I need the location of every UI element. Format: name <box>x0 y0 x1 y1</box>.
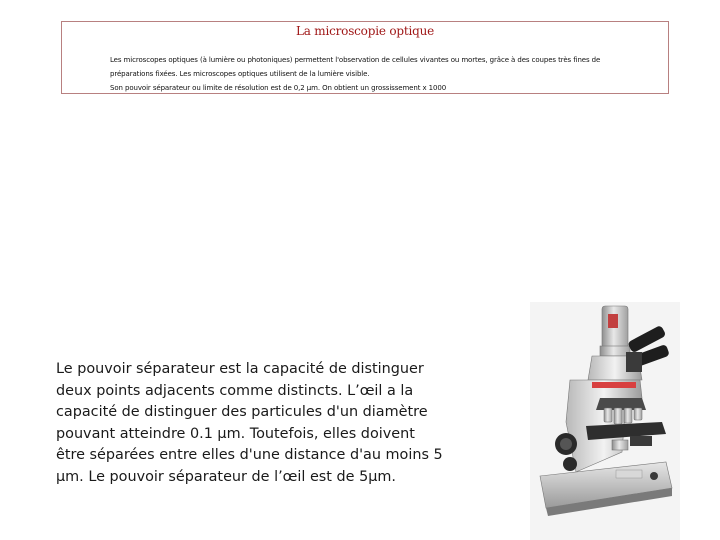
paragraph-line: capacité de distinguer des particules d'un diamètre <box>56 404 428 420</box>
paragraph-line: pouvant atteindre 0.1 µm. Toutefois, elles doivent <box>56 425 415 442</box>
paragraph-line: être séparées entre elles d'une distance d'au moins 5 <box>56 447 443 463</box>
intro-line: Son pouvoir séparateur ou limite de résolution est de 0,2 µm. On obtient un grossissement x 1000 <box>110 84 447 92</box>
paragraph-line: µm. Le pouvoir séparateur de l’œil est de 5µm. <box>56 468 396 485</box>
intro-line: Les microscopes optiques (à lumière ou photoniques) permettent l'observation de cellules vivantes ou mortes, grâce à des coupes très fines de <box>110 56 601 64</box>
section-title: La microscopie optique <box>295 24 435 38</box>
microscope-image <box>530 302 680 540</box>
intro-box <box>61 21 669 94</box>
paragraph-line: deux points adjacents comme distincts. L’œil a la <box>56 382 414 399</box>
intro-line: préparations fixées. Les microscopes optiques utilisent de la lumière visible. <box>110 70 370 78</box>
paragraph-line: Le pouvoir séparateur est la capacité de distinguer <box>56 361 424 377</box>
intro-text <box>110 53 666 95</box>
resolution-paragraph <box>56 359 456 488</box>
